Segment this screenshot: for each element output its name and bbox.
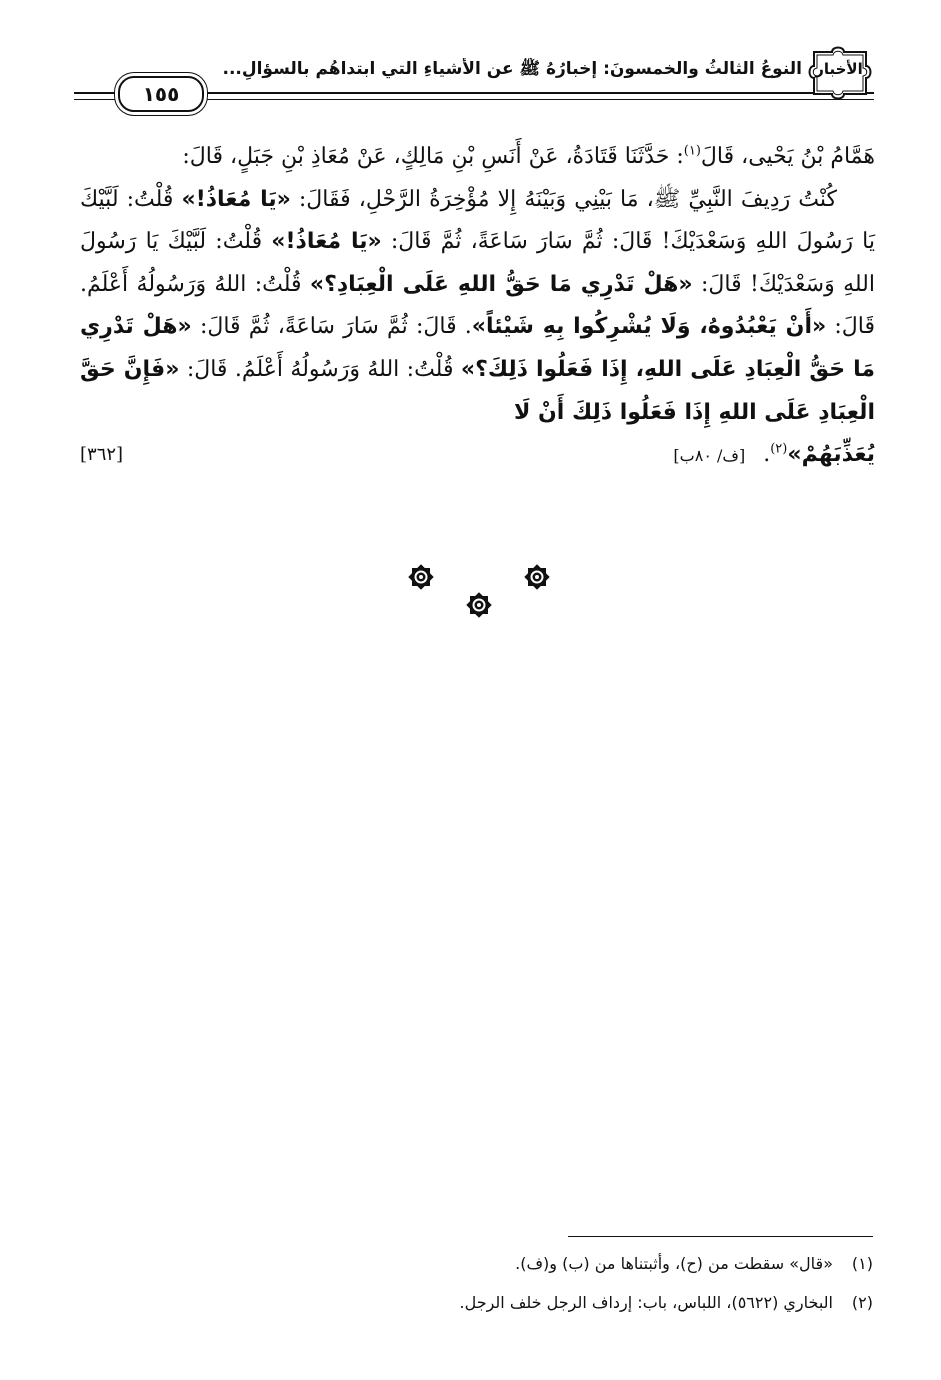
star-ornament-icon bbox=[524, 564, 550, 590]
footnote-text: «قال» سقطت من (ح)، وأثبتناها من (ب) و(ف). bbox=[515, 1254, 833, 1273]
text-segment: . قَالَ: ثُمَّ سَارَ سَاعَةً، ثُمَّ قَالَ: bbox=[191, 314, 472, 340]
star-ornament-icon bbox=[408, 564, 434, 590]
text-segment: قُلْتُ: اللهُ وَرَسُولُهُ أَعْلَمُ. قَالَ: bbox=[80, 271, 876, 340]
section-badge bbox=[804, 44, 874, 100]
text-last-line bbox=[80, 434, 875, 476]
page-number: ١٥٥ bbox=[118, 76, 204, 112]
hadith-paragraph bbox=[80, 179, 875, 435]
footnote-ref-2: (٢) bbox=[770, 441, 788, 457]
hadith-number: [٣٦٢] bbox=[80, 444, 124, 466]
text-segment: قُلْتُ: لَبَّيْكَ يَا رَسُولَ اللهِ وَسَعْدَيْكَ! قَالَ: bbox=[80, 229, 875, 297]
prophet-speech: «يَا مُعَاذُ!» bbox=[181, 186, 291, 212]
main-text bbox=[80, 136, 875, 476]
prophet-speech: «هَلْ تَدْرِي مَا حَقُّ الْعِبَادِ عَلَى اللهِ، إِذَا فَعَلُوا ذَلِكَ؟» bbox=[80, 314, 876, 382]
text-segment: . bbox=[763, 442, 771, 468]
text-segment: قُلْتُ: لَبَّيْكَ يَا رَسُولَ اللهِ وَسَعْدَيْكَ! قَالَ: ثُمَّ سَارَ سَاعَةً، ثُمَّ قَالَ: bbox=[80, 186, 876, 255]
footnote-text: البخاري (٥٦٢٢)، اللباس، باب: إرداف الرجل خلف الرجل. bbox=[459, 1293, 833, 1312]
manuscript-reference: [ف/ ٨٠ب] bbox=[673, 446, 746, 466]
footnote-item bbox=[113, 1283, 873, 1322]
footnote-ref-1: (١) bbox=[683, 143, 701, 159]
prophet-speech: يُعَذِّبَهُمْ» bbox=[787, 442, 875, 468]
text-segment: هَمَّامُ بْنُ يَحْيى، قَالَ bbox=[700, 144, 875, 169]
last-line-text bbox=[673, 434, 875, 478]
prophet-speech: «يَا مُعَاذُ!» bbox=[271, 229, 382, 255]
prophet-speech: «هَلْ تَدْرِي مَا حَقُّ اللهِ عَلَى الْعِبَادِ؟» bbox=[309, 271, 693, 297]
text-segment: كُنْتُ رَدِيفَ النَّبِيِّ ﷺ، مَا بَيْنِي وَبَيْنَهُ إِلا مُؤْخِرَةُ الرَّحْلِ، فَقَالَ: bbox=[290, 186, 837, 212]
star-ornament-icon bbox=[466, 592, 492, 618]
text-segment: قُلْتُ: اللهُ وَرَسُولُهُ أَعْلَمُ. قَالَ: bbox=[179, 356, 461, 382]
footnote-number: (٢) bbox=[851, 1293, 873, 1312]
footnotes bbox=[113, 1244, 873, 1322]
prophet-speech: «أَنْ يَعْبُدُوهُ، وَلَا يُشْرِكُوا بِهِ شَيْئاً» bbox=[471, 314, 827, 340]
text-segment: : حَدَّثَنَا قَتَادَةُ، عَنْ أَنَسِ بْنِ مَالِكٍ، عَنْ مُعَاذِ بْنِ جَبَلٍ، قَالَ: bbox=[182, 144, 684, 169]
prophet-speech: «فَإِنَّ حَقَّ الْعِبَادِ عَلَى اللهِ إِذَا فَعَلُوا ذَلِكَ أَنْ لَا bbox=[80, 356, 875, 425]
footnote-separator bbox=[568, 1236, 873, 1237]
footnote-item bbox=[113, 1244, 873, 1283]
section-badge-label: الأخبار bbox=[815, 60, 863, 78]
running-title: النوعُ الثالثُ والخمسونَ: إخبارُهُ ﷺ عن الأشياءِ التي ابتداهُم بالسؤالِ... bbox=[222, 59, 802, 79]
section-divider bbox=[0, 560, 941, 620]
footnote-number: (١) bbox=[851, 1254, 873, 1273]
text-line-1 bbox=[80, 136, 875, 179]
page-header bbox=[74, 44, 874, 114]
